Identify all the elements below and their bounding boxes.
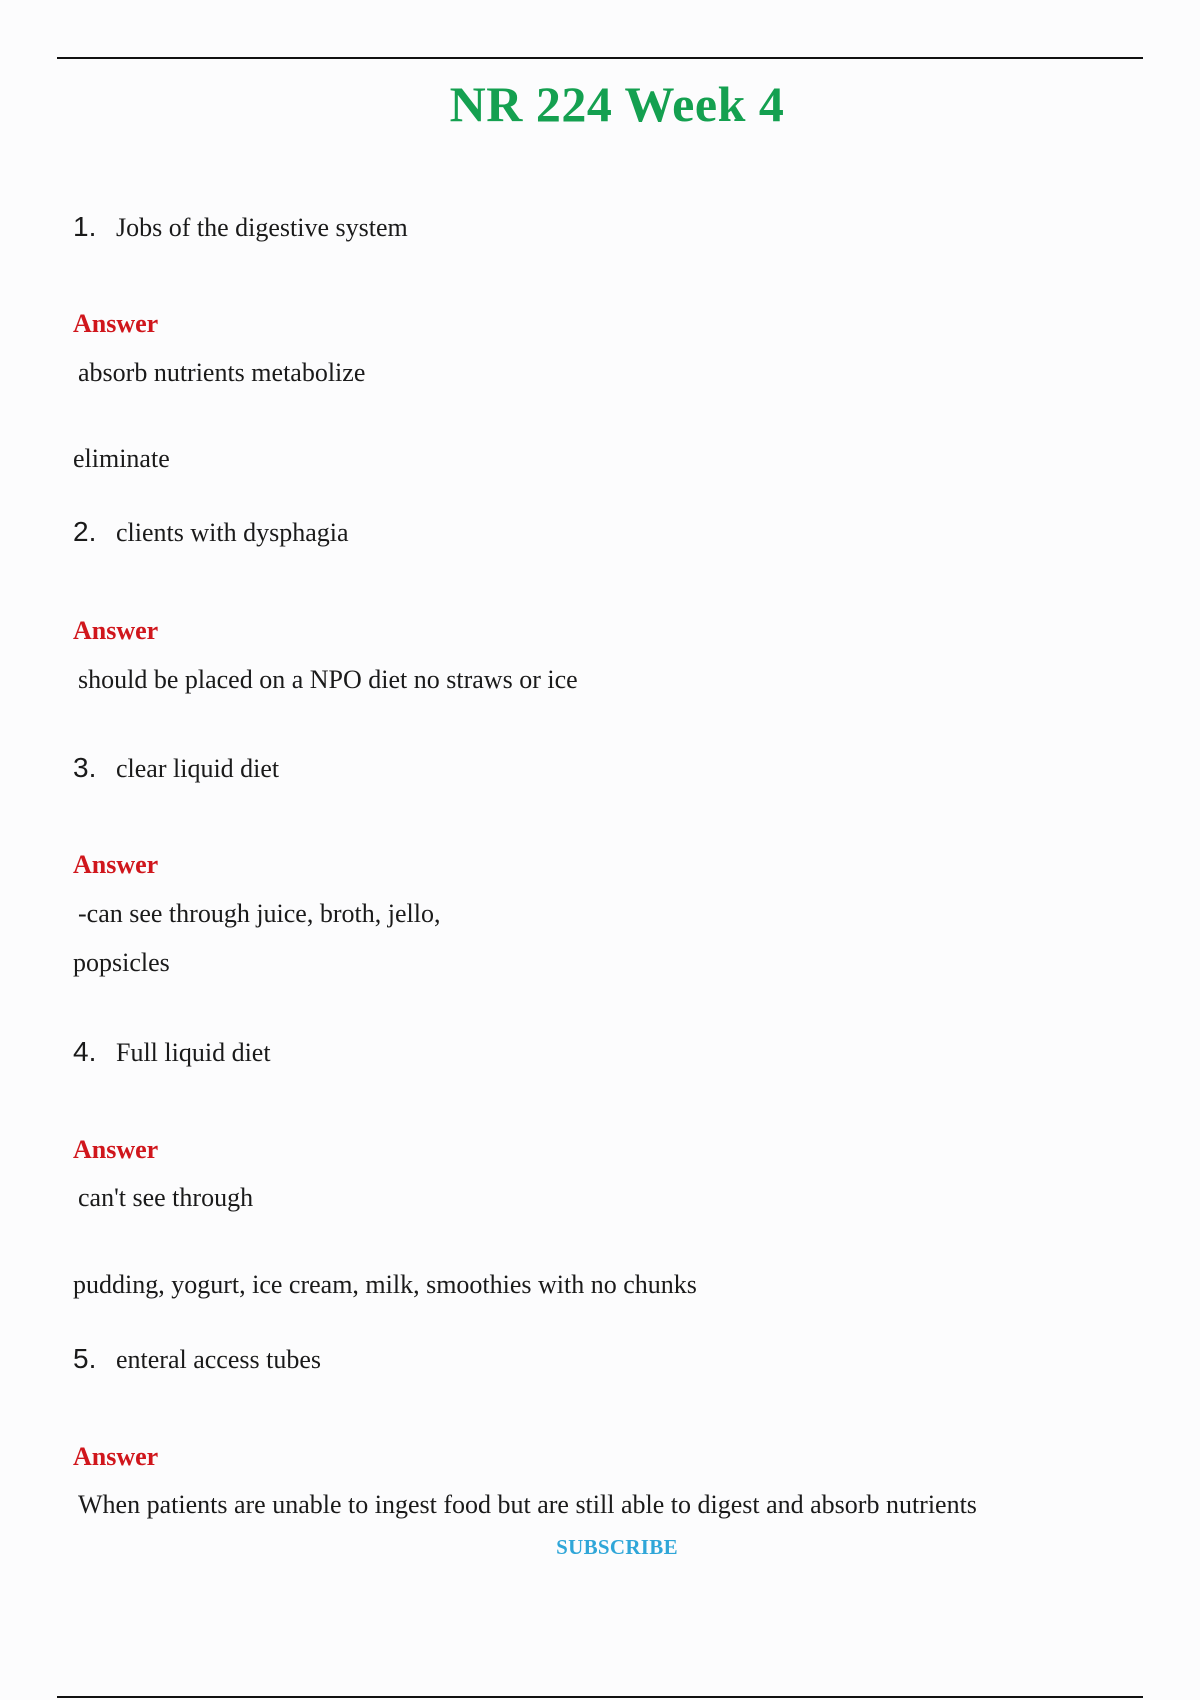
question-text: Jobs of the digestive system: [116, 213, 408, 242]
question-text: enteral access tubes: [116, 1345, 322, 1374]
answer-line: pudding, yogurt, ice cream, milk, smoothies with no chunks: [73, 1270, 697, 1299]
answer-label: Answer: [73, 1135, 159, 1164]
answer-label: Answer: [73, 616, 159, 645]
top-rule: [57, 57, 1143, 59]
answer-line: When patients are unable to ingest food but are still able to digest and absorb nutrients: [78, 1490, 977, 1519]
question-number: 5.: [73, 1343, 97, 1374]
subscribe-link[interactable]: SUBSCRIBE: [556, 1535, 678, 1559]
answer-label: Answer: [73, 1442, 159, 1471]
question-number: 1.: [73, 211, 97, 242]
question-number: 4.: [73, 1036, 97, 1067]
answer-line: eliminate: [73, 444, 170, 473]
answer-label: Answer: [73, 850, 159, 879]
answer-line: absorb nutrients metabolize: [78, 358, 366, 387]
question-number: 3.: [73, 752, 97, 783]
bottom-rule: [57, 1696, 1143, 1698]
answer-line: can't see through: [78, 1183, 254, 1212]
question-text: Full liquid diet: [116, 1038, 271, 1067]
answer-line: -can see through juice, broth, jello,: [78, 899, 441, 928]
answer-line: should be placed on a NPO diet no straws or ice: [78, 665, 578, 694]
question-number: 2.: [73, 516, 97, 547]
answer-line: popsicles: [73, 948, 170, 977]
answer-label: Answer: [73, 309, 159, 338]
page-title: NR 224 Week 4: [449, 76, 785, 132]
question-text: clients with dysphagia: [116, 518, 349, 547]
question-text: clear liquid diet: [116, 754, 280, 783]
